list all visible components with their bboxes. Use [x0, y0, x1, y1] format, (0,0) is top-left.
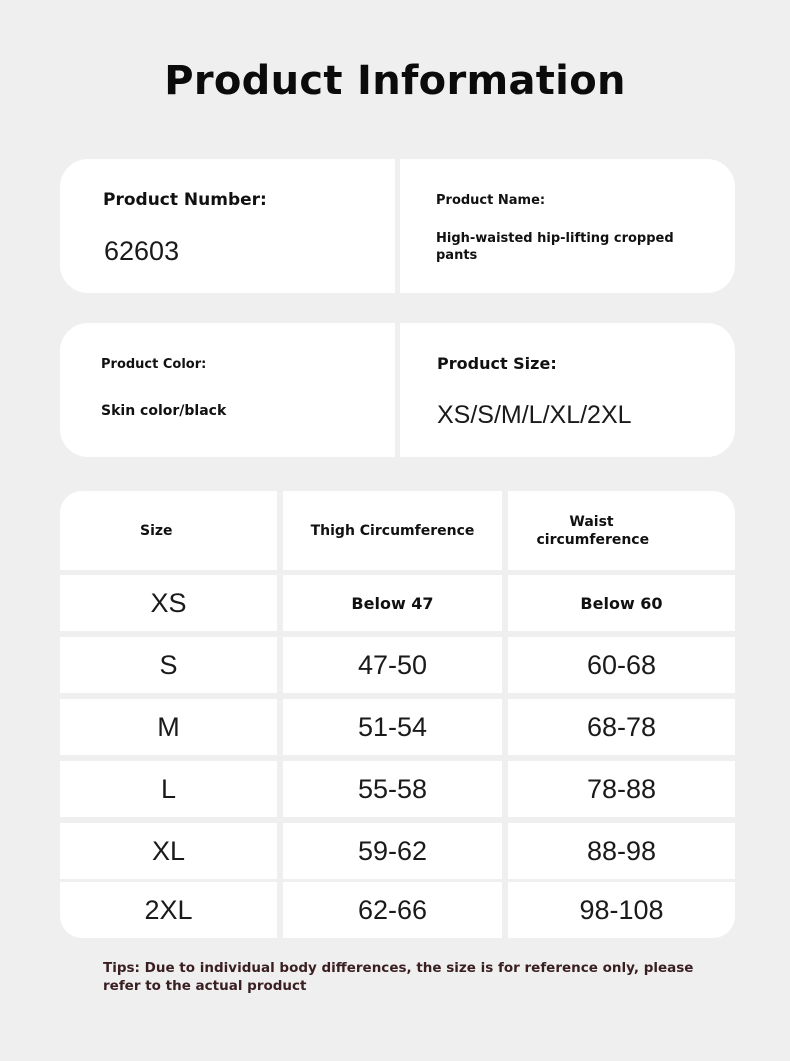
table-header-size: Size: [60, 491, 277, 570]
table-cell-size: M: [60, 699, 277, 755]
table-cell-thigh: 59-62: [283, 823, 502, 879]
page-title: Product Information: [164, 58, 626, 104]
card-divider: [395, 323, 400, 457]
product-number-value: 62603: [104, 236, 180, 266]
table-cell-size: L: [60, 761, 277, 817]
product-color-value: Skin color/black: [101, 403, 227, 419]
table-cell-waist: 68-78: [508, 699, 735, 755]
tips-note: Tips: Due to individual body differences, the size is for reference only, please refer to the actual product: [103, 960, 694, 994]
table-cell-waist: Below 60: [508, 575, 735, 631]
table-cell-waist: 98-108: [508, 882, 735, 938]
table-cell-waist: 60-68: [508, 637, 735, 693]
product-number-label: Product Number:: [103, 190, 267, 210]
table-cell-thigh: 47-50: [283, 637, 502, 693]
product-color-size-card: [60, 323, 735, 457]
table-cell-size: S: [60, 637, 277, 693]
table-cell-thigh: 55-58: [283, 761, 502, 817]
table-cell-thigh: 62-66: [283, 882, 502, 938]
table-header-thigh: Thigh Circumference: [283, 491, 502, 570]
card-divider: [395, 159, 400, 293]
table-cell-waist: 88-98: [508, 823, 735, 879]
table-cell-size: XS: [60, 575, 277, 631]
table-cell-thigh: 51-54: [283, 699, 502, 755]
product-color-label: Product Color:: [101, 357, 207, 372]
product-size-label: Product Size:: [437, 354, 557, 373]
product-name-label: Product Name:: [436, 193, 546, 208]
size-table: [60, 491, 735, 938]
product-name-value: High-waisted hip-lifting cropped pants: [436, 231, 674, 263]
table-header-waist: Waist circumference: [508, 491, 735, 570]
table-cell-waist: 78-88: [508, 761, 735, 817]
table-cell-size: 2XL: [60, 882, 277, 938]
product-number-name-card: [60, 159, 735, 293]
table-cell-thigh: Below 47: [283, 575, 502, 631]
product-size-value: XS/S/M/L/XL/2XL: [437, 401, 632, 429]
table-cell-size: XL: [60, 823, 277, 879]
